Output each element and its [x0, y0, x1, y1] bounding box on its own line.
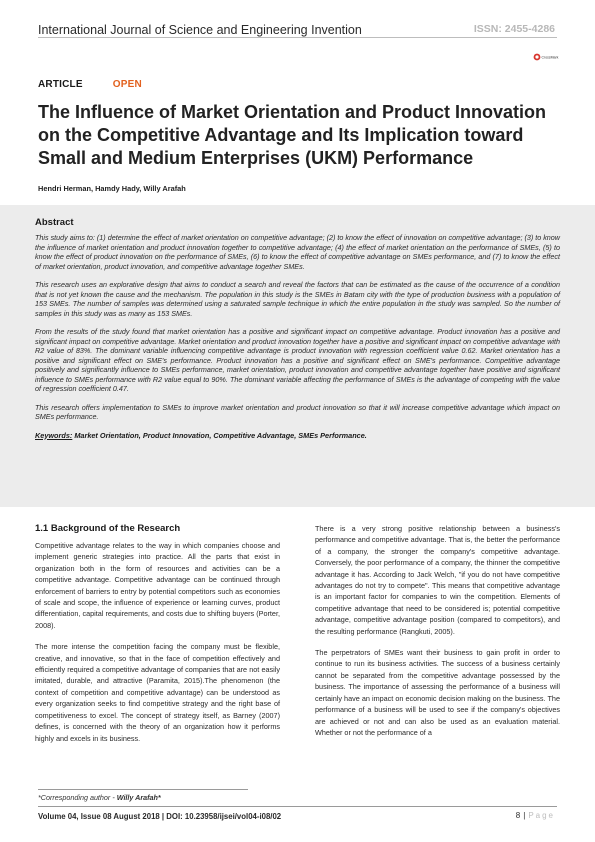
keywords-text: Market Orientation, Product Innovation, Competitive Advantage, SMEs Performance.	[74, 430, 367, 440]
corresponding-name: Willy Arafah*	[116, 793, 161, 802]
article-type: ARTICLE	[38, 79, 83, 90]
issn-label: ISSN: 2455-4286	[473, 23, 555, 35]
left-column	[35, 523, 280, 754]
volume-doi-line: Volume 04, Issue 08 August 2018 | DOI: 10.23958/ijsei/vol04-i08/02	[38, 812, 282, 821]
abstract-paragraph: This research uses an explorative design that aims to conduct a search and reveal the factors that can be estimated as the cause of the occurrence of a condition that is not yet known the cause and the mechanism. The population in this study is the SMEs in Batam city with the type of production business with a population of 153 SMEs. The number of samples was determined using a saturated sample technique in which the entire population in the study was sampled. So the number of samples in this study was as many as 153 SMEs.	[35, 280, 560, 318]
header-rule	[38, 37, 557, 38]
page-number	[516, 811, 555, 820]
page-number-value: 8	[515, 811, 521, 820]
keywords-line	[35, 431, 560, 440]
footer-rule	[38, 806, 557, 807]
corresponding-prefix: *Corresponding author -	[38, 793, 117, 802]
page-separator: |	[523, 811, 526, 820]
author-list: Hendri Herman, Hamdy Hady, Willy Arafah	[38, 184, 186, 193]
article-title: The Influence of Market Orientation and Product Innovation on the Competitive Advantage and Its Implication toward Small and Medium Enterprises (UKM) Performance	[38, 102, 547, 168]
right-column	[315, 523, 560, 748]
page-word: Page	[528, 811, 555, 820]
article-type-row	[38, 79, 142, 90]
body-paragraph: The more intense the competition facing the company must be flexible, creative, and innovative, so that in the face of competition effectively and efficiently required a competitive advantage of companies that are not easily imitated, durable, and attractive (Paramita, 2015).The phenomenon (the context of competition and competitive advantage) can be understood as every organization seeks to find competitive strategy and the right base of competitiveness to excel. The concept of strategy itself, as Barney (2007) defines, is concerned with the theory of an organization how it performs highly and excels in its business.	[35, 642, 280, 743]
abstract-paragraph: This study aims to: (1) determine the effect of market orientation on competitive advantage; (2) to know the effect of innovation on competitive advantage; (3) to know the influence of market orientation and product innovation together to competitive advantage; (4) the effect of market orientation on the performance of SMEs, (5) to know the effect of product innovation on the performance of SMEs, (6) to know the effect of competitive advantage on SMEs performance, and (7) to know the effect of market orientation, product innovation, and competitive advantage together SMEs.	[35, 233, 560, 271]
section-heading: 1.1 Background of the Research	[35, 523, 181, 534]
open-access-label: OPEN	[112, 79, 142, 90]
journal-name: International Journal of Science and Engineering Invention	[38, 23, 362, 37]
abstract-heading: Abstract	[35, 217, 74, 228]
body-paragraph: There is a very strong positive relationship between a business's performance and competitive advantage. That is, the better the performance of a company, the stronger the company's competitive advantage. Conversely, the poor performance of a company, the thinner the competitive advantage it has. According to Jack Welch, "if you do not have competitive advantages do not try to compete". This means that competitive advantage is an important factor for companies to win the competition. Elements of competitive advantage that need to be considered is; potential competitive advantage, competitive advantage position (compared to competitors), and the resulting performance (Rangkuti, 2005).	[315, 524, 560, 636]
footnote-rule	[38, 789, 248, 790]
abstract-box	[0, 205, 595, 507]
abstract-paragraph: From the results of the study found that market orientation has a positive and significant impact on competitive advantage. Product innovation has a positive and significant impact on competitive advantage. Market orientation and product innovation together have a positive and significant impact on competitive advantage with R2 value of 83%. The dominant variable influencing competitive advantage is product innovation with regression coefficient value 0.62. Market orientation has a positive and significant effect on SME's performance. Product innovation has a positive and significant effect on SME's performance. Competitive advantage positively and significantly influence to SMEs performance, market orientation, product innovation and competitive advantage together have positive and significant influence to SMEs performance with R2 value equal to 90%. The dominant variable affecting the performance of SMEs is the advantage of competing with the value of regression coefficient 0.47.	[35, 327, 560, 393]
svg-text:CrossMark: CrossMark	[541, 55, 559, 60]
body-paragraph: Competitive advantage relates to the way in which companies choose and implement generic strategies into practice. All the parts that exist in organization both in the form of resources and activities can be a competitive advantage. Competitive advantage can be continued through enforcement of barriers to entry by potential competitors such as economies of scale and scope, the influence of experience or learning curves, product differentiation, capital requirements, and costs due to shifting buyers (Porter, 2008).	[35, 541, 280, 630]
keywords-label: Keywords:	[35, 430, 73, 440]
abstract-paragraph: This research offers implementation to SMEs to improve market orientation and product innovation so that it will increase competitive advantage which impact on SMEs performance.	[35, 402, 560, 421]
body-paragraph: The perpetrators of SMEs want their business to gain profit in order to continue to run its business activities. The success of a business certainly cannot be separated from the competitive advantage possessed by the business. The importance of assessing the performance of a business will certainly have an impact on economic decision making on the business. The performance of a business will be used to see if the company's objectives are achieved or not and can also be used as an evaluation material. Whether or not the performance of a	[315, 648, 560, 737]
corresponding-author-note	[38, 793, 161, 802]
crossmark-logo-icon[interactable]	[533, 50, 559, 64]
running-header	[38, 14, 557, 44]
